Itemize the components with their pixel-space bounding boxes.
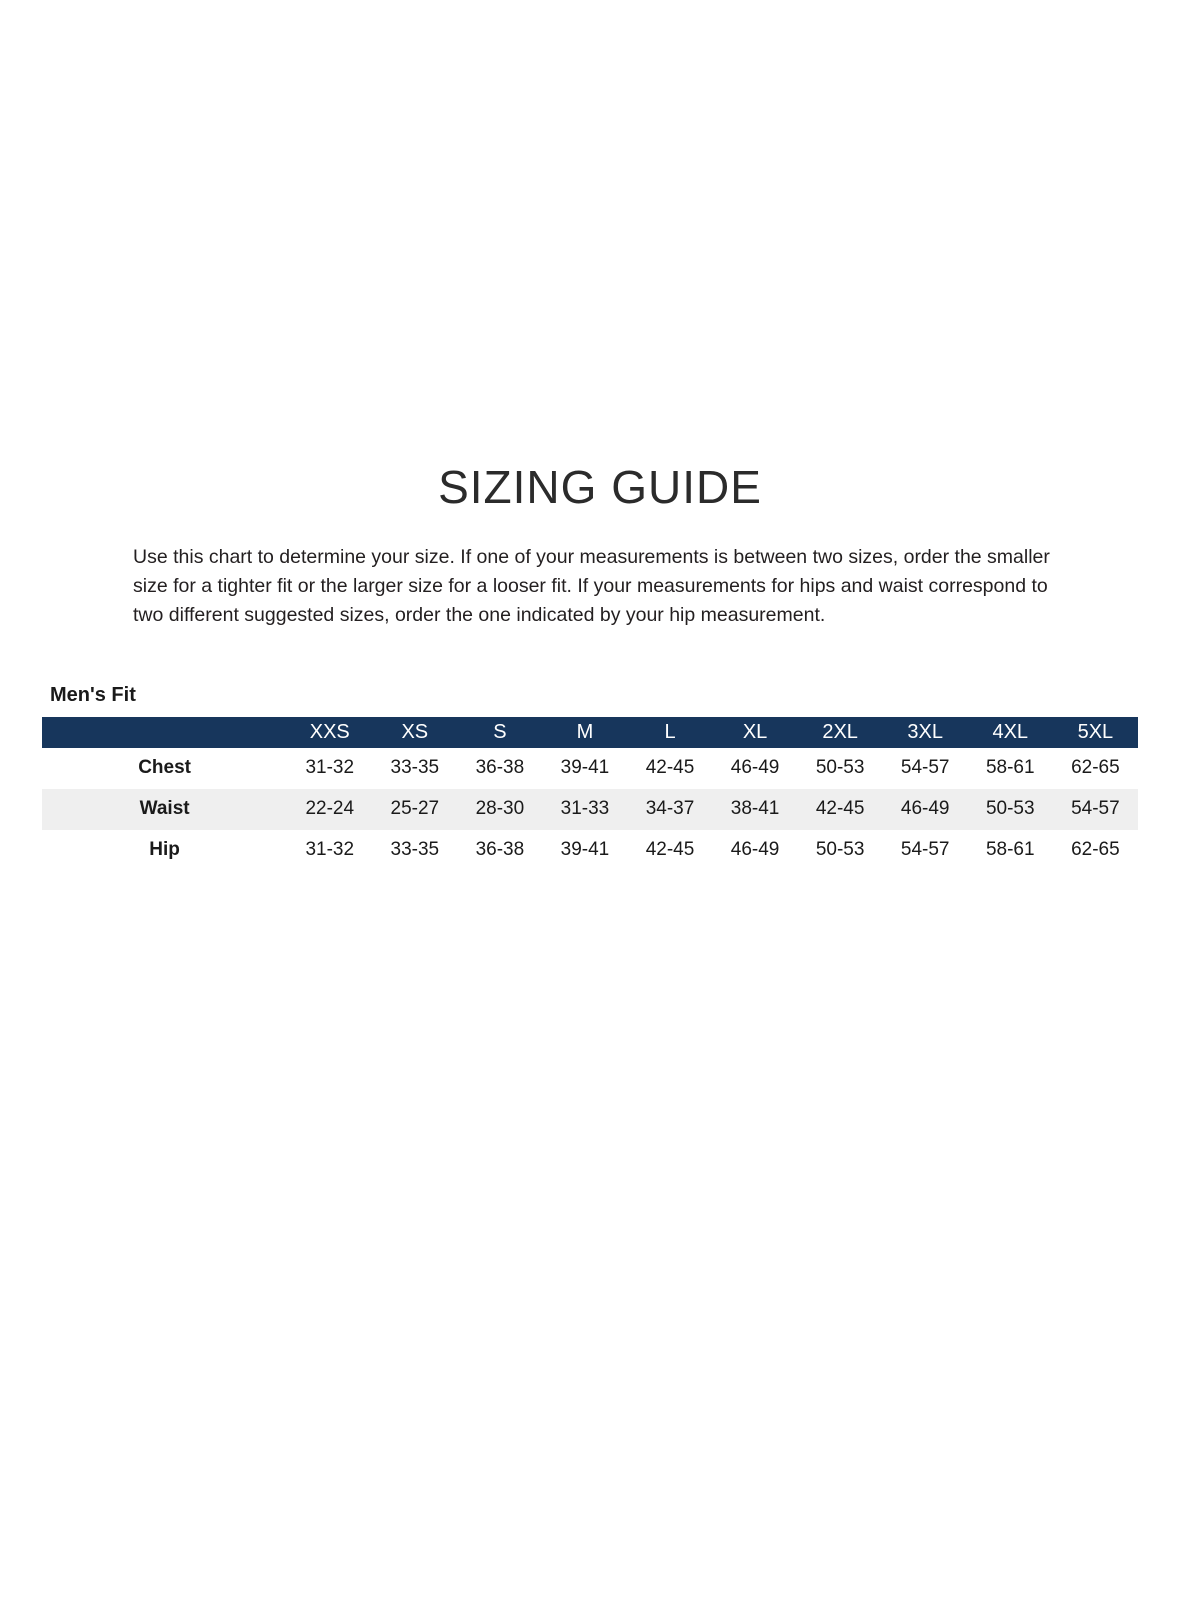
row-label-hip: Hip (149, 839, 180, 861)
size-column-header: XXS (287, 717, 372, 748)
hip-value: 50-53 (815, 839, 865, 861)
chest-value: 42-45 (645, 757, 695, 779)
size-column-header: 2XL (798, 717, 883, 748)
row-label-waist: Waist (139, 798, 190, 820)
chest-value: 54-57 (900, 757, 950, 779)
hip-value: 36-38 (475, 839, 525, 861)
intro-paragraph: Use this chart to determine your size. If one of your measurements is between two sizes, order the smaller size for a tighter fit or the larger size for a looser fit. If your measurements for hips and waist correspond to two different suggested sizes, order the one indicated by your hip measurement. (133, 545, 1050, 626)
table-row-chest (42, 748, 1138, 789)
waist-value: 31-33 (560, 798, 610, 820)
chest-value: 50-53 (815, 757, 865, 779)
waist-value: 34-37 (645, 798, 695, 820)
hip-value: 62-65 (1071, 839, 1120, 861)
chest-value: 46-49 (730, 757, 780, 779)
size-table-header-row (42, 717, 1138, 748)
chest-value: 39-41 (560, 757, 610, 779)
hip-value: 42-45 (645, 839, 695, 861)
hip-value: 54-57 (900, 839, 950, 861)
chest-value: 36-38 (475, 757, 525, 779)
size-column-header: XS (372, 717, 457, 748)
size-column-header: 4XL (968, 717, 1053, 748)
row-label-chest: Chest (138, 757, 191, 779)
waist-value: 46-49 (900, 798, 950, 820)
table-row-hip (42, 830, 1138, 871)
size-column-header: XL (713, 717, 798, 748)
chest-value: 31-32 (305, 757, 355, 779)
waist-value: 22-24 (305, 798, 355, 820)
hip-value: 31-32 (305, 839, 355, 861)
waist-value: 25-27 (390, 798, 440, 820)
hip-value: 58-61 (985, 839, 1035, 861)
waist-value: 54-57 (1071, 798, 1120, 820)
size-column-header: L (627, 717, 712, 748)
size-column-header: M (542, 717, 627, 748)
waist-value: 38-41 (730, 798, 780, 820)
hip-value: 39-41 (560, 839, 610, 861)
chest-value: 33-35 (390, 757, 440, 779)
waist-value: 42-45 (815, 798, 865, 820)
waist-value: 50-53 (985, 798, 1035, 820)
waist-value: 28-30 (475, 798, 525, 820)
size-column-header: 5XL (1053, 717, 1138, 748)
size-table (42, 717, 1138, 871)
section-label-mens-fit: Men's Fit (50, 683, 136, 706)
size-table-corner-cell (42, 717, 287, 748)
hip-value: 46-49 (730, 839, 780, 861)
size-column-header: S (457, 717, 542, 748)
page-title: SIZING GUIDE (438, 461, 762, 513)
chest-value: 62-65 (1071, 757, 1120, 779)
size-column-header: 3XL (883, 717, 968, 748)
hip-value: 33-35 (390, 839, 440, 861)
chest-value: 58-61 (985, 757, 1035, 779)
table-row-waist (42, 789, 1138, 830)
